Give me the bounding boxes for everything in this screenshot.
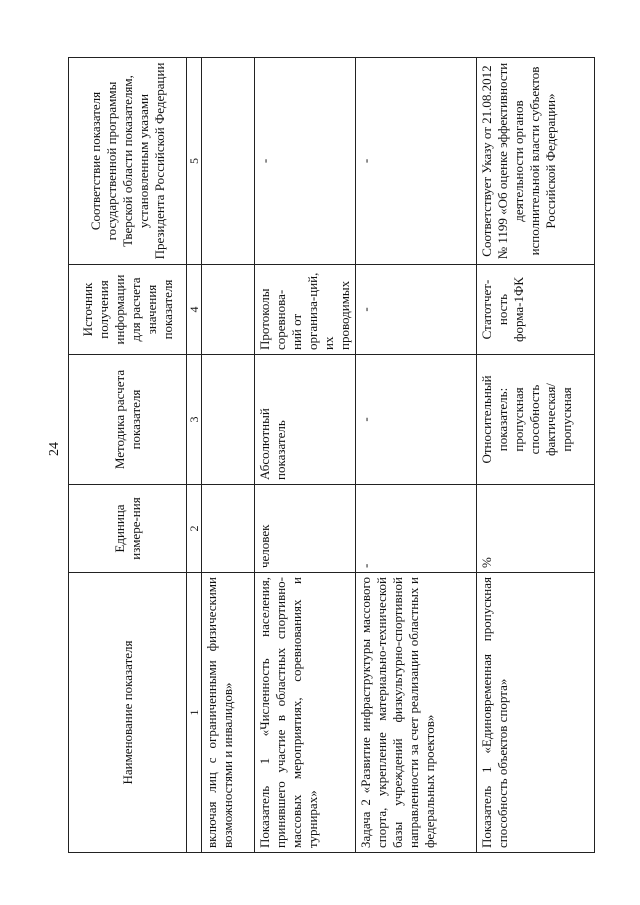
- table-row: [255, 58, 356, 853]
- row-method: [202, 355, 255, 485]
- row-match: Соответствует Указу от 21.08.2012 № 1199 «Об оценке эффективности деятельности органов исполнительной власти субъектов Российской Федерации»: [477, 58, 595, 265]
- row-name: Показатель 1 «Численность населения, принявшего участие в областных спортивно-массовых мероприятиях, соревнованиях и турнирах»: [255, 573, 356, 853]
- header-unit: Единица измере-ния: [69, 485, 187, 573]
- row-match: -: [356, 58, 477, 265]
- row-name: включая лиц с ограниченными физическими возможностями и инвалидов»: [202, 573, 255, 853]
- header-match: Соответствие показателя государственной программы Тверской области показателям, установленным указами Президента Российской Федерации: [69, 58, 187, 265]
- column-number: 3: [187, 355, 202, 485]
- rotated-table-container: [68, 58, 600, 853]
- column-number-row: [187, 58, 202, 853]
- header-method: Методика расчета показателя: [69, 355, 187, 485]
- row-unit: %: [477, 485, 595, 573]
- row-unit: -: [356, 485, 477, 573]
- indicators-table: [68, 57, 595, 853]
- row-unit: [202, 485, 255, 573]
- row-source: -: [356, 265, 477, 355]
- row-match: [202, 58, 255, 265]
- header-row: [69, 58, 187, 853]
- row-name: Показатель 1 «Единовременная пропускная способность объектов спорта»: [477, 573, 595, 853]
- column-number: 4: [187, 265, 202, 355]
- row-method: Абсолютный показатель: [255, 355, 356, 485]
- row-method: Относительный показатель: пропускная способность фактическая/ пропускная: [477, 355, 595, 485]
- row-source: Протоколы соревнова-ний от организа-ций, их проводимых: [255, 265, 356, 355]
- row-unit: человек: [255, 485, 356, 573]
- table-row: [477, 58, 595, 853]
- table-row: [202, 58, 255, 853]
- column-number: 5: [187, 58, 202, 265]
- page-number: 24: [47, 442, 62, 456]
- header-source: Источник получения информации для расчета значения показателя: [69, 265, 187, 355]
- row-source: Статотчет-ность форма-1ФК: [477, 265, 595, 355]
- row-match: -: [255, 58, 356, 265]
- table-row: [356, 58, 477, 853]
- header-name: Наименование показателя: [69, 573, 187, 853]
- column-number: 2: [187, 485, 202, 573]
- column-number: 1: [187, 573, 202, 853]
- row-name: Задача 2 «Развитие инфраструктуры массового спорта, укрепление материально-технической базы учреждений физкультурно-спортивной направленности за счет реализации областных и федеральных проектов»: [356, 573, 477, 853]
- row-method: -: [356, 355, 477, 485]
- row-source: [202, 265, 255, 355]
